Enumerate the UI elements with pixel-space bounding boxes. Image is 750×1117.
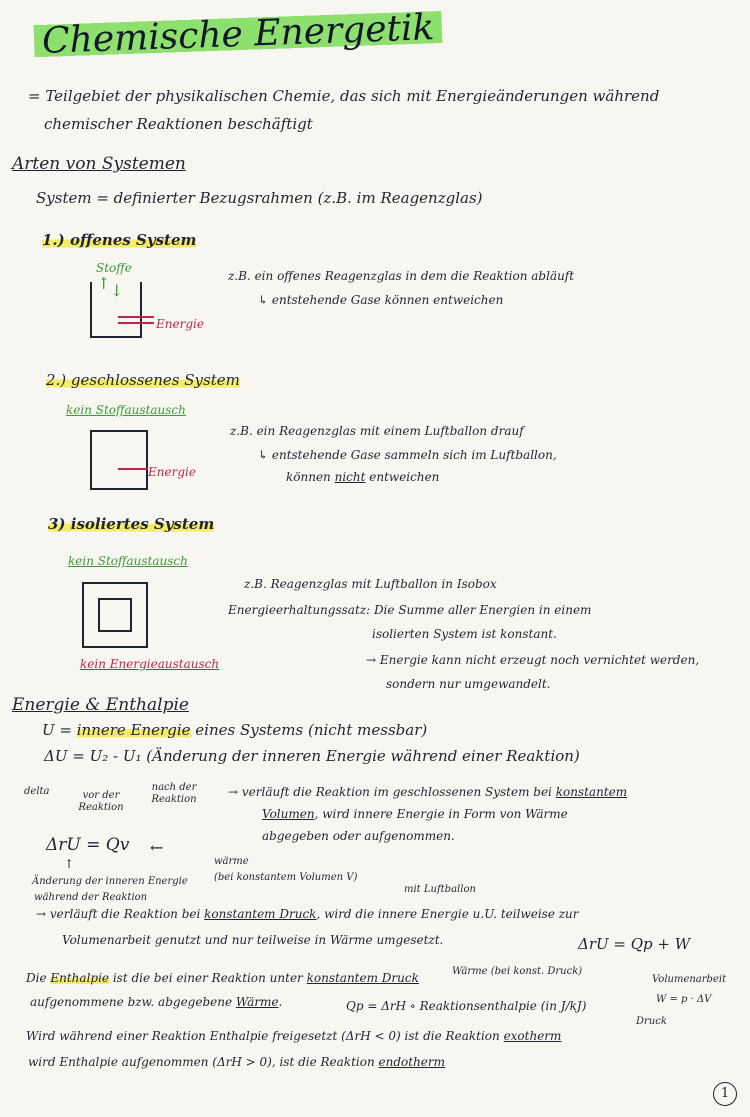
konstanter-druck-line-2: Volumenarbeit genutzt und nur teilweise in Wärme umgesetzt. — [62, 933, 444, 947]
aenderung-label-1: Änderung der inneren Energie — [32, 876, 188, 887]
arrow-up-icon: ↑ — [97, 274, 111, 293]
delta-r-u-qv-formula: ΔrU = Qv — [46, 835, 130, 855]
offenes-example-1: z.B. ein offenes Reagenzglas in dem die Reaktion abläuft — [228, 269, 575, 283]
volumenarbeit-label: Volumenarbeit — [652, 974, 727, 985]
aenderung-label-2: während der Reaktion — [34, 892, 148, 903]
geschlossenes-system-heading: 2.) geschlossenes System — [46, 371, 240, 389]
konstantes-volumen-line-1: → verläuft die Reaktion im geschlossenen System bei konstantem — [228, 785, 628, 799]
waerme-druck-label: Wärme (bei konst. Druck) — [452, 966, 583, 977]
open-container-bottom — [90, 336, 142, 338]
konstanter-druck-line-1: → verläuft die Reaktion bei konstantem Druck, wird die innere Energie u.U. teilweise zur — [36, 907, 579, 921]
waerme-bei-volumen-label: (bei konstantem Volumen V) — [214, 872, 358, 883]
energieerhaltung-line-2: isolierten System ist konstant. — [372, 627, 557, 641]
energieerhaltung-line-3: → Energie kann nicht erzeugt noch vernichtet werden, — [366, 653, 700, 667]
arrow-down-icon: ↓ — [110, 281, 124, 300]
exotherm-line: Wird während einer Reaktion Enthalpie freigesetzt (ΔrH < 0) ist die Reaktion exotherm — [26, 1029, 562, 1043]
energie-arrow-line-2 — [118, 322, 154, 324]
kein-energieaustausch-label: kein Energieaustausch — [80, 657, 220, 671]
offenes-example-2: ↳ entstehende Gase können entweichen — [258, 293, 504, 307]
page-title: Chemische Energetik — [33, 7, 443, 62]
delta-label: delta — [24, 786, 50, 797]
druck-label: Druck — [636, 1016, 667, 1027]
w-formula: W = p · ΔV — [656, 994, 712, 1005]
definition-line-1: = Teilgebiet der physikalischen Chemie, das sich mit Energieänderungen während — [28, 87, 660, 105]
stoffe-label: Stoffe — [96, 261, 132, 275]
kein-stoffaustausch-label-1: kein Stoffaustausch — [66, 403, 186, 417]
section-energie-heading: Energie & Enthalpie — [12, 695, 189, 715]
arrow-left-icon: ← — [150, 838, 164, 857]
isoliert-example: z.B. Reagenzglas mit Luftballon in Isobox — [244, 577, 497, 591]
endotherm-line: wird Enthalpie aufgenommen (ΔrH > 0), ist die Reaktion endotherm — [28, 1055, 446, 1069]
energieerhaltung-line-1: Energieerhaltungssatz: Die Summe aller Energien in einem — [228, 603, 592, 617]
qp-formula: Qp = ΔrH ∘ Reaktionsenthalpie (in J/kJ) — [346, 999, 587, 1013]
open-container-left — [90, 282, 92, 338]
nach-der-reaktion-label: nach der Reaktion — [151, 782, 197, 805]
kein-stoffaustausch-label-2: kein Stoffaustausch — [68, 554, 188, 568]
konstantes-volumen-line-3: abgegeben oder aufgenommen. — [262, 829, 455, 843]
definition-line-2: chemischer Reaktionen beschäftigt — [44, 115, 313, 133]
geschlossen-example-2: ↳ entstehende Gase sammeln sich im Luftballon, — [258, 448, 557, 462]
section-arten-heading: Arten von Systemen — [12, 154, 186, 174]
open-container-right — [140, 282, 142, 338]
energieerhaltung-line-4: sondern nur umgewandelt. — [386, 677, 551, 691]
energie-arrow-line — [118, 316, 154, 318]
konstantes-volumen-line-2: Volumen, wird innere Energie in Form von Wärme — [262, 807, 568, 821]
arrow-up-small-icon: ↑ — [64, 857, 75, 871]
vor-der-reaktion-label: vor der Reaktion — [78, 790, 124, 813]
energie-label-2: Energie — [148, 465, 196, 479]
delta-u-formula: ΔU = U₂ - U₁ (Änderung der inneren Energie während einer Reaktion) — [44, 747, 580, 765]
geschlossen-example-3: können nicht entweichen — [286, 470, 440, 484]
page-number: 1 — [713, 1082, 737, 1106]
enthalpie-line-2: aufgenommene bzw. abgegebene Wärme. — [30, 995, 283, 1009]
offenes-system-heading: 1.) offenes System — [42, 231, 197, 249]
closed-container — [90, 430, 148, 490]
isoliertes-system-heading: 3) isoliertes System — [48, 515, 215, 533]
u-definition: U = innere Energie eines Systems (nicht messbar) — [42, 721, 428, 739]
mit-luftballon-label: mit Luftballon — [404, 884, 476, 895]
isolated-container-inner — [98, 598, 132, 632]
waerme-label: wärme — [214, 856, 249, 867]
delta-r-u-qp-formula: ΔrU = Qp + W — [578, 935, 691, 953]
geschlossen-example-1: z.B. ein Reagenzglas mit einem Luftballon drauf — [230, 424, 524, 438]
energie-label-1: Energie — [156, 317, 204, 331]
system-definition: System = definierter Bezugsrahmen (z.B. im Reagenzglas) — [36, 189, 483, 207]
energie-arrow-line-3 — [118, 468, 148, 470]
enthalpie-line-1: Die Enthalpie ist die bei einer Reaktion unter konstantem Druck — [26, 971, 419, 985]
